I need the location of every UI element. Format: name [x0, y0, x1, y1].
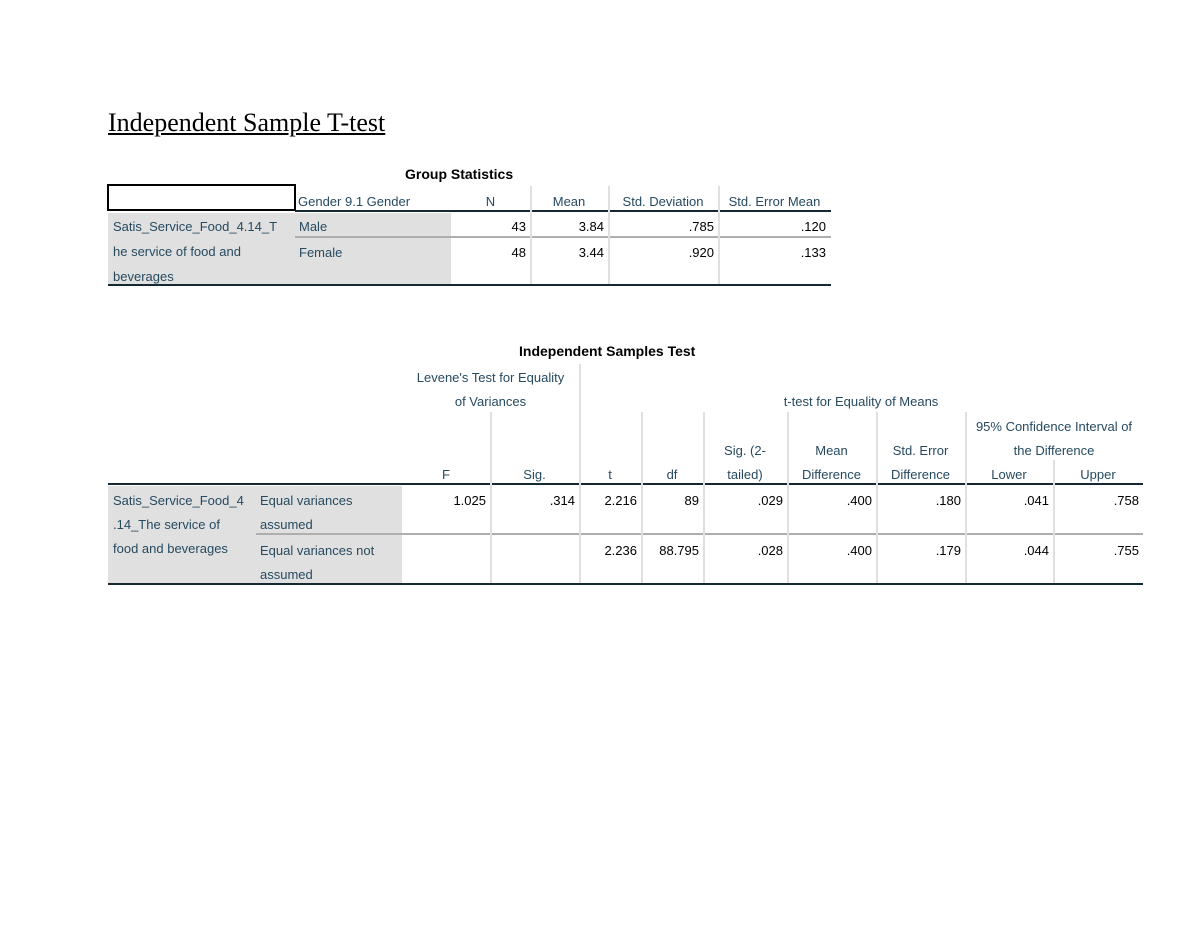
std-deviation-value: .785 [688, 219, 714, 234]
row-divider [256, 533, 1143, 535]
header-t: t [608, 467, 612, 482]
ci-upper-value: .755 [1113, 543, 1139, 558]
row-label: assumed [260, 567, 313, 582]
header-std-error-difference: Difference [890, 467, 950, 482]
header-levene: Levene's Test for Equality [416, 370, 565, 385]
mean-value: 3.44 [578, 245, 604, 260]
variable-label: he service of food and [113, 244, 241, 259]
t-value: 2.216 [604, 493, 637, 508]
header-mean-difference: Mean [815, 443, 848, 458]
sig-2-tailed-value: .029 [757, 493, 783, 508]
std-error-difference-value: .180 [935, 493, 961, 508]
t-value: 2.236 [604, 543, 637, 558]
std-error-difference-value: .179 [935, 543, 961, 558]
sig-value: .314 [549, 493, 575, 508]
header-mean: Mean [552, 194, 586, 209]
variable-label: Satis_Service_Food_4.14_T [113, 219, 278, 234]
n-value: 43 [511, 219, 526, 234]
header-n: N [485, 194, 496, 209]
n-value: 48 [511, 245, 526, 260]
header-ci: the Difference [1013, 443, 1095, 458]
df-value: 89 [684, 493, 699, 508]
bottom-rule [108, 284, 831, 286]
variable-label: beverages [113, 269, 174, 284]
sig-2-tailed-value: .028 [757, 543, 783, 558]
header-grouping: Gender 9.1 Gender [298, 194, 411, 209]
std-deviation-value: .920 [688, 245, 714, 260]
group-label: Female [299, 245, 343, 260]
std-error-value: .133 [800, 245, 826, 260]
header-upper: Upper [1080, 467, 1116, 482]
df-value: 88.795 [659, 543, 699, 558]
header-lower: Lower [991, 467, 1027, 482]
header-sig-2-tailed: tailed) [727, 467, 763, 482]
header-std-error-mean: Std. Error Mean [728, 194, 821, 209]
header-mean-difference: Difference [801, 467, 861, 482]
mean-difference-value: .400 [846, 543, 872, 558]
ci-lower-value: .044 [1023, 543, 1049, 558]
header-f: F [442, 467, 450, 482]
independent-samples-test-title: Independent Samples Test [519, 343, 696, 359]
document-title: Independent Sample T-test [108, 108, 386, 137]
header-ttest: t-test for Equality of Means [783, 394, 939, 409]
mean-value: 3.84 [578, 219, 604, 234]
group-statistics-title: Group Statistics [405, 166, 514, 182]
variable-label: .14_The service of [113, 517, 220, 532]
variable-label: Satis_Service_Food_4 [113, 493, 244, 508]
header-std-error-difference: Std. Error [892, 443, 949, 458]
header-df: df [666, 467, 678, 482]
header-ci: 95% Confidence Interval of [975, 419, 1133, 434]
header-std-deviation: Std. Deviation [622, 194, 704, 209]
row-label: assumed [260, 517, 313, 532]
variable-label: food and beverages [113, 541, 228, 556]
row-label: Equal variances not [260, 543, 375, 558]
f-value: 1.025 [453, 493, 486, 508]
header-sig-2-tailed: Sig. (2- [724, 443, 766, 458]
header-sig: Sig. [523, 467, 546, 482]
group-label: Male [299, 219, 328, 234]
std-error-value: .120 [800, 219, 826, 234]
corner-cell [107, 184, 296, 211]
row-label: Equal variances [260, 493, 353, 508]
header-levene: of Variances [454, 394, 527, 409]
mean-difference-value: .400 [846, 493, 872, 508]
ci-lower-value: .041 [1023, 493, 1049, 508]
ci-upper-value: .758 [1113, 493, 1139, 508]
